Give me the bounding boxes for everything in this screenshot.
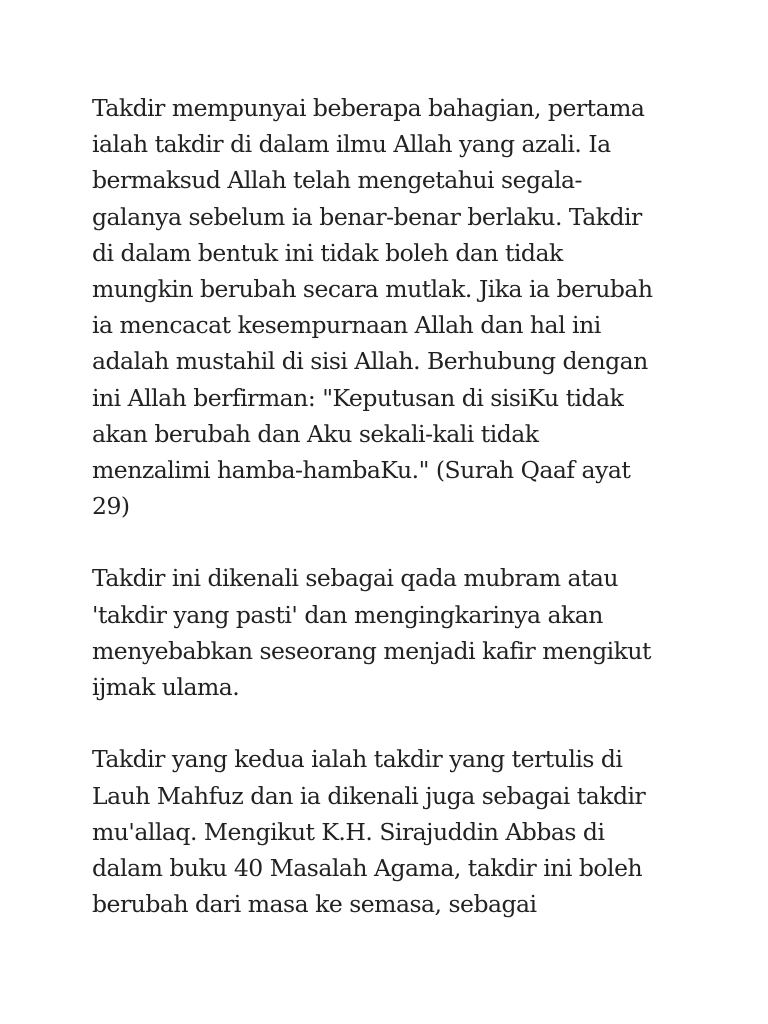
text-line: Takdir mempunyai beberapa bahagian, pertama xyxy=(92,94,645,122)
text-line: galanya sebelum ia benar-benar berlaku. Takdir xyxy=(92,202,642,231)
text-line: mungkin berubah secara mutlak. Jika ia berubah xyxy=(92,274,653,303)
paragraph-3 xyxy=(92,741,692,922)
document-page xyxy=(92,90,692,922)
text-line: adalah mustahil di sisi Allah. Berhubung dengan xyxy=(92,347,648,376)
text-line: Takdir yang kedua ialah takdir yang tertulis di xyxy=(92,745,623,774)
text-line: bermaksud Allah telah mengetahui segala- xyxy=(92,166,583,195)
text-line: Takdir ini dikenali sebagai qada mubram atau xyxy=(92,564,619,593)
text-line: akan berubah dan Aku sekali-kali tidak xyxy=(92,419,539,448)
text-line: ia mencacat kesempurnaan Allah dan hal ini xyxy=(92,311,601,340)
text-line: menyebabkan seseorang menjadi kafir mengikut xyxy=(92,636,651,665)
text-line: menzalimi hamba-hambaKu." (Surah Qaaf ayat xyxy=(92,455,631,484)
text-line: mu'allaq. Mengikut K.H. Sirajuddin Abbas di xyxy=(92,817,605,846)
text-line: berubah dari masa ke semasa, sebagai xyxy=(92,890,537,919)
paragraph-1 xyxy=(92,90,692,524)
text-line: dalam buku 40 Masalah Agama, takdir ini boleh xyxy=(92,853,643,882)
text-line: di dalam bentuk ini tidak boleh dan tidak xyxy=(92,238,563,267)
text-line: 'takdir yang pasti' dan mengingkarinya akan xyxy=(92,600,603,629)
text-line: ijmak ulama. xyxy=(92,673,240,701)
text-line: 29) xyxy=(92,492,130,521)
text-line: Lauh Mahfuz dan ia dikenali juga sebagai takdir xyxy=(92,781,646,810)
text-line: ialah takdir di dalam ilmu Allah yang azali. Ia xyxy=(92,130,611,159)
text-line: ini Allah berfirman: "Keputusan di sisiKu tidak xyxy=(92,383,624,412)
paragraph-2 xyxy=(92,560,692,705)
